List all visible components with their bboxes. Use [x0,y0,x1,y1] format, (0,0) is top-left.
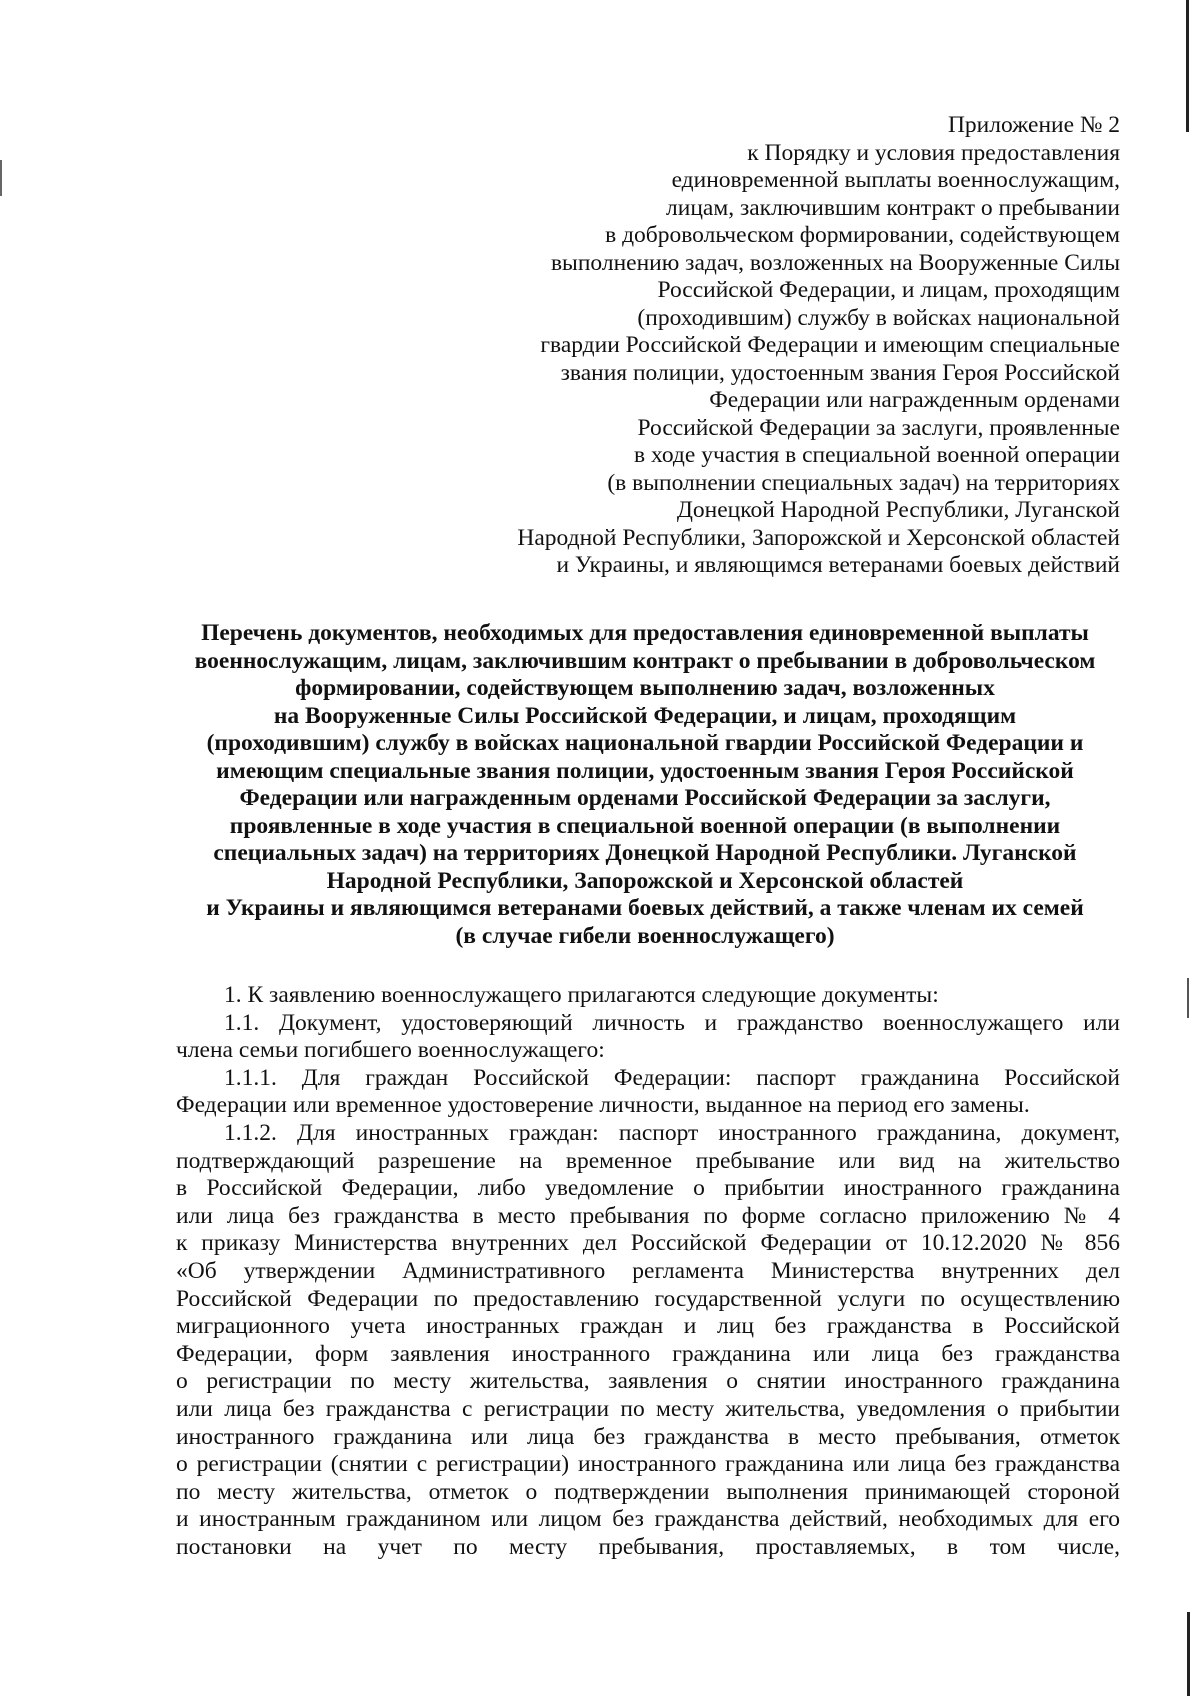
body-line: в Российской Федерации, либо уведомление о прибытии иностранного гражданина [176,1175,1120,1202]
title-line: и Украины и являющимся ветеранами боевых действий, а также членам их семей [206,895,1084,921]
scan-edge-line-bottom-right [1187,1612,1190,1696]
appendix-line: и Украины, и являющимся ветеранами боевых действий [556,552,1120,578]
title-line: (проходившим) службу в войсках национальной гвардии Российской Федерации и [206,730,1084,756]
body-line: о регистрации по месту жительства, заявления о снятии иностранного гражданина [176,1368,1120,1395]
body-line: 1. К заявлению военнослужащего прилагаются следующие документы: [224,982,939,1008]
title-line: Перечень документов, необходимых для предоставления единовременной выплаты [201,620,1089,646]
title-line: военнослужащим, лицам, заключившим контракт о пребывании в добровольческом [194,647,1096,674]
appendix-line: Российской Федерации за заслуги, проявленные [637,414,1120,441]
paragraph-1 [176,982,1120,1010]
body-line: миграционного учета иностранных граждан и лиц без гражданства в Российской [176,1313,1120,1340]
body-line: 1.1.2. Для иностранных граждан: паспорт иностранного гражданина, документ, [224,1119,1120,1146]
paragraph-1-1-2 [176,1120,1120,1562]
body-line: о регистрации (снятии с регистрации) иностранного гражданина или лица без гражданства [176,1451,1120,1478]
body-line: постановки на учет по месту пребывания, проставляемых, в том числе, [176,1533,1120,1560]
title-line: проявленные в ходе участия в специальной военной операции (в выполнении [229,812,1061,839]
appendix-line: в ходе участия в специальной военной операции [634,442,1120,468]
appendix-line: выполнению задач, возложенных на Вооруженные Силы [550,249,1120,276]
document-body [176,982,1120,1561]
document-title [170,620,1120,950]
appendix-line: единовременной выплаты военнослужащим, [671,167,1120,193]
appendix-line: звания полиции, удостоенным звания Героя Российской [560,359,1120,386]
appendix-header [420,112,1120,580]
appendix-line: Федерации или награжденным орденами [709,387,1120,413]
appendix-line: Донецкой Народной Республики, Луганской [676,497,1120,523]
paragraph-1-1 [176,1010,1120,1065]
body-line: и иностранным гражданином или лицом без гражданства действий, необходимых для его [176,1506,1120,1533]
title-line: (в случае гибели военнослужащего) [455,922,835,949]
scan-edge-line-left [0,160,2,196]
appendix-line: (проходившим) службу в войсках национальной [637,304,1120,331]
body-line: 1.1.1. Для граждан Российской Федерации: паспорт гражданина Российской [224,1064,1120,1091]
title-line: формировании, содействующем выполнению задач, возложенных [295,675,995,701]
body-line: Российской Федерации по предоставлению государственной услуги по осуществлению [176,1285,1120,1312]
title-line: Федерации или награжденным орденами Российской Федерации за заслуги, [239,785,1051,811]
appendix-line: (в выполнении специальных задач) на территориях [607,469,1120,496]
title-line: Народной Республики, Запорожской и Херсонской областей [326,867,964,894]
body-line: по месту жительства, отметок о подтверждении выполнения принимающей стороной [176,1478,1120,1505]
body-line: «Об утверждении Административного регламента Министерства внутренних дел [176,1257,1120,1284]
body-line: 1.1. Документ, удостоверяющий личность и гражданство военнослужащего или [224,1009,1120,1036]
scan-edge-line-mid-right [1187,978,1189,1018]
body-line: иностранного гражданина или лица без гражданства в место пребывания, отметок [176,1423,1120,1450]
appendix-line: Народной Республики, Запорожской и Херсонской областей [517,524,1120,551]
body-line: Федерации или временное удостоверение личности, выданное на период его замены. [176,1092,1030,1119]
appendix-line: лицам, заключившим контракт о пребывании [666,194,1120,221]
body-line: или лица без гражданства с регистрации по месту жительства, уведомления о прибытии [176,1395,1120,1422]
body-line: Федерации, форм заявления иностранного гражданина или лица без гражданства [176,1340,1120,1367]
appendix-line: Российской Федерации, и лицам, проходящим [657,277,1120,303]
appendix-line: гвардии Российской Федерации и имеющим специальные [540,332,1120,358]
appendix-line: Приложение № 2 [947,112,1120,138]
paragraph-1-1-1 [176,1065,1120,1120]
body-line: члена семьи погибшего военнослужащего: [176,1037,605,1064]
title-line: специальных задач) на территориях Донецкой Народной Республики. Луганской [213,840,1077,866]
title-line: на Вооруженные Силы Российской Федерации, и лицам, проходящим [273,702,1017,729]
appendix-line: к Порядку и условия предоставления [747,139,1120,166]
body-line: подтверждающий разрешение на временное пребывание или вид на жительство [176,1147,1120,1174]
body-line: или лица без гражданства в место пребывания по форме согласно приложению № 4 [176,1202,1120,1229]
scan-edge-line-top-right [1186,0,1189,132]
appendix-line: в добровольческом формировании, содействующем [605,222,1120,248]
body-line: к приказу Министерства внутренних дел Российской Федерации от 10.12.2020 № 856 [176,1230,1120,1257]
title-line: имеющим специальные звания полиции, удостоенным звания Героя Российской [216,757,1074,784]
